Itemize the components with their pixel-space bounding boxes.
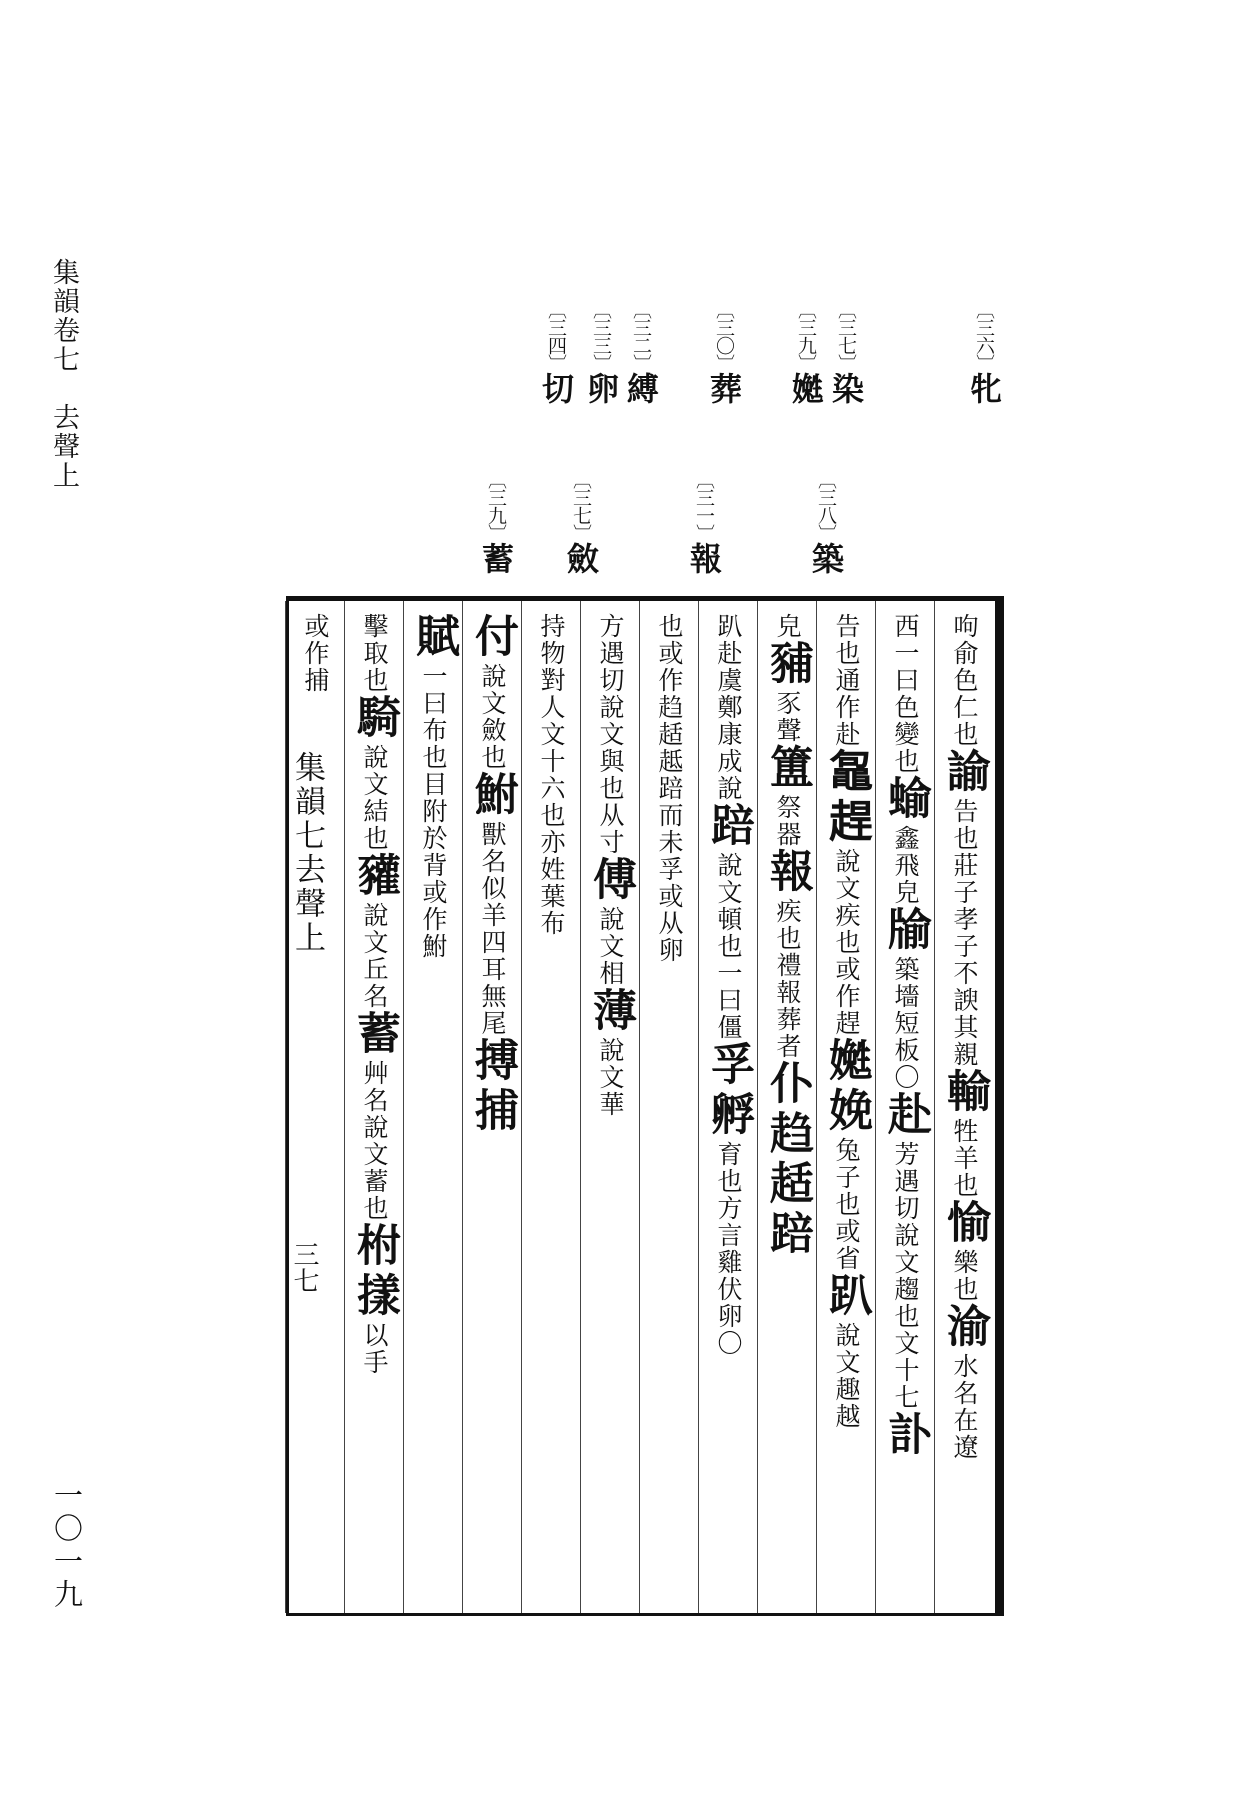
definition-text: 葉布 (537, 883, 566, 937)
definition-text: 說文結也 (360, 744, 389, 852)
definition-text: 育也方言雞伏卵 (714, 1141, 743, 1330)
text-column (580, 601, 639, 1613)
headword: 娩 (821, 1087, 872, 1137)
headword: 渝 (939, 1303, 990, 1353)
definition-text: 持物對人文十六 (537, 613, 566, 802)
definition-text: 方遇切說文與也从寸 (596, 613, 625, 856)
headword: 搏 (467, 1037, 518, 1087)
text-column (285, 601, 344, 1613)
definition-text: 擊取也 (360, 613, 389, 694)
text-columns (289, 601, 995, 1613)
collation-note-number: 〔三二〕 (630, 300, 652, 372)
woodblock-page-panel (286, 596, 1004, 1616)
collation-note-character: 蓄 (477, 542, 515, 574)
headword: 趏 (762, 1160, 813, 1210)
collation-note-character: 葬 (705, 372, 743, 404)
text-column (698, 601, 757, 1613)
definition-text: 西一曰色變也 (891, 613, 920, 775)
headword: 孵 (703, 1091, 754, 1141)
text-column (521, 601, 580, 1613)
collation-note-number: 〔三七〕 (570, 470, 592, 542)
running-header: 集韻卷七 去聲上 (48, 258, 79, 490)
definition-text: 豕聲 (773, 690, 802, 744)
headword: 踣 (762, 1210, 813, 1260)
headword: 愉 (939, 1199, 990, 1249)
definition-text: 兔子也或省 (832, 1137, 861, 1272)
headword: 輸 (939, 1068, 990, 1118)
definition-text: 〇 (891, 1064, 920, 1091)
headword: 薄 (585, 987, 636, 1037)
headword: 賦 (408, 613, 459, 663)
text-column (816, 601, 875, 1613)
collation-note-number: 〔三六〕 (973, 300, 995, 372)
text-column (639, 601, 698, 1613)
definition-text: 一曰布也 (419, 663, 448, 771)
collation-note-number: 〔三〇〕 (713, 300, 735, 372)
definition-text: 說文華 (596, 1037, 625, 1118)
headword: 簠 (762, 744, 813, 794)
definition-text: 築墻短板 (891, 956, 920, 1064)
collation-note-character: 築 (807, 542, 845, 574)
definition-text: 或作捕 (301, 613, 330, 694)
headword: 騎 (349, 694, 400, 744)
definition-text: 〇 (714, 1330, 743, 1357)
text-column (934, 601, 993, 1613)
definition-text: 祭器 (773, 794, 802, 848)
headword: 𪓟 (821, 748, 872, 798)
headword: 訃 (880, 1411, 931, 1461)
collation-note-character: 牝 (965, 372, 1003, 404)
definition-text: 水名在遼 (950, 1353, 979, 1461)
definition-text: 說文相 (596, 906, 625, 987)
definition-text: 鑫飛皃 (891, 825, 920, 906)
collation-note-character: 縛 (622, 372, 660, 404)
headword: 豧 (762, 640, 813, 690)
definition-text: 目附於背或作鮒 (419, 771, 448, 960)
headword: 趋 (762, 1110, 813, 1160)
headword: 仆 (762, 1060, 813, 1110)
collation-note-number: 〔三三〕 (590, 300, 612, 372)
collation-note-character: 切 (537, 372, 575, 404)
definition-text: 告也通作赴 (832, 613, 861, 748)
definition-text: 呴俞色仁也 (950, 613, 979, 748)
block-strip-leaf: 三七 (289, 1241, 319, 1293)
headword: 孚 (703, 1041, 754, 1091)
collation-note-character: 報 (685, 542, 723, 574)
text-column (403, 601, 462, 1613)
definition-text: 說文丘名 (360, 902, 389, 1010)
headword: 嬔 (821, 1037, 872, 1087)
headword: 㨾 (349, 1272, 400, 1322)
definition-text: 說文頓也一曰僵 (714, 852, 743, 1041)
collation-note-number: 〔三九〕 (795, 300, 817, 372)
collation-note-character: 染 (827, 372, 865, 404)
definition-text: 以手 (360, 1322, 389, 1376)
headword: 蝓 (880, 775, 931, 825)
collation-note-number: 〔三七〕 (835, 300, 857, 372)
definition-text: 獸名似羊四耳無尾 (478, 821, 507, 1037)
definition-text: 而未孚或从卵 (655, 802, 684, 964)
headword: 蓄 (349, 1010, 400, 1060)
collation-note-number: 〔三四〕 (545, 300, 567, 372)
definition-text: 芳遇切說文趨也文十七 (891, 1141, 920, 1411)
collation-note-character: 卵 (582, 372, 620, 404)
page-number: 一〇一九 (50, 1480, 84, 1612)
definition-text: 樂也 (950, 1249, 979, 1303)
definition-text: 說文趣越 (832, 1322, 861, 1430)
headword: 赴 (880, 1091, 931, 1141)
collation-note-number: 〔三一〕 (693, 470, 715, 542)
definition-text: 也或作趋趏趆踣 (655, 613, 684, 802)
block-strip-title: 集韻七去聲上 (289, 751, 325, 955)
definition-text: 牲羊也 (950, 1118, 979, 1199)
headword: 付 (467, 613, 518, 663)
headword: 報 (762, 848, 813, 898)
text-column (875, 601, 934, 1613)
collation-note-number: 〔三九〕 (485, 470, 507, 542)
headword: 牏 (880, 906, 931, 956)
definition-text: 說文疾也或作趕 (832, 848, 861, 1037)
headword: 諭 (939, 748, 990, 798)
headword: 踣 (703, 802, 754, 852)
headword: 柎 (349, 1222, 400, 1272)
text-column (344, 601, 403, 1613)
definition-text: 告也莊子孝子不諛其親 (950, 798, 979, 1068)
headword: 鮒 (467, 771, 518, 821)
headword: 趕 (821, 798, 872, 848)
headword: 傅 (585, 856, 636, 906)
headword: 捕 (467, 1087, 518, 1137)
definition-text: 趴赴虞鄭康成說 (714, 613, 743, 802)
definition-text: 說文斂也 (478, 663, 507, 771)
definition-text: 皃 (773, 613, 802, 640)
headword: 䝔 (349, 852, 400, 902)
headword: 趴 (821, 1272, 872, 1322)
collation-note-character: 斂 (562, 542, 600, 574)
collation-note-character: 嬔 (787, 372, 825, 404)
definition-text: 艸名說文蓄也 (360, 1060, 389, 1222)
definition-text: 也亦姓 (537, 802, 566, 883)
text-column (757, 601, 816, 1613)
text-column (462, 601, 521, 1613)
definition-text: 疾也禮報葬者 (773, 898, 802, 1060)
collation-note-number: 〔三八〕 (815, 470, 837, 542)
